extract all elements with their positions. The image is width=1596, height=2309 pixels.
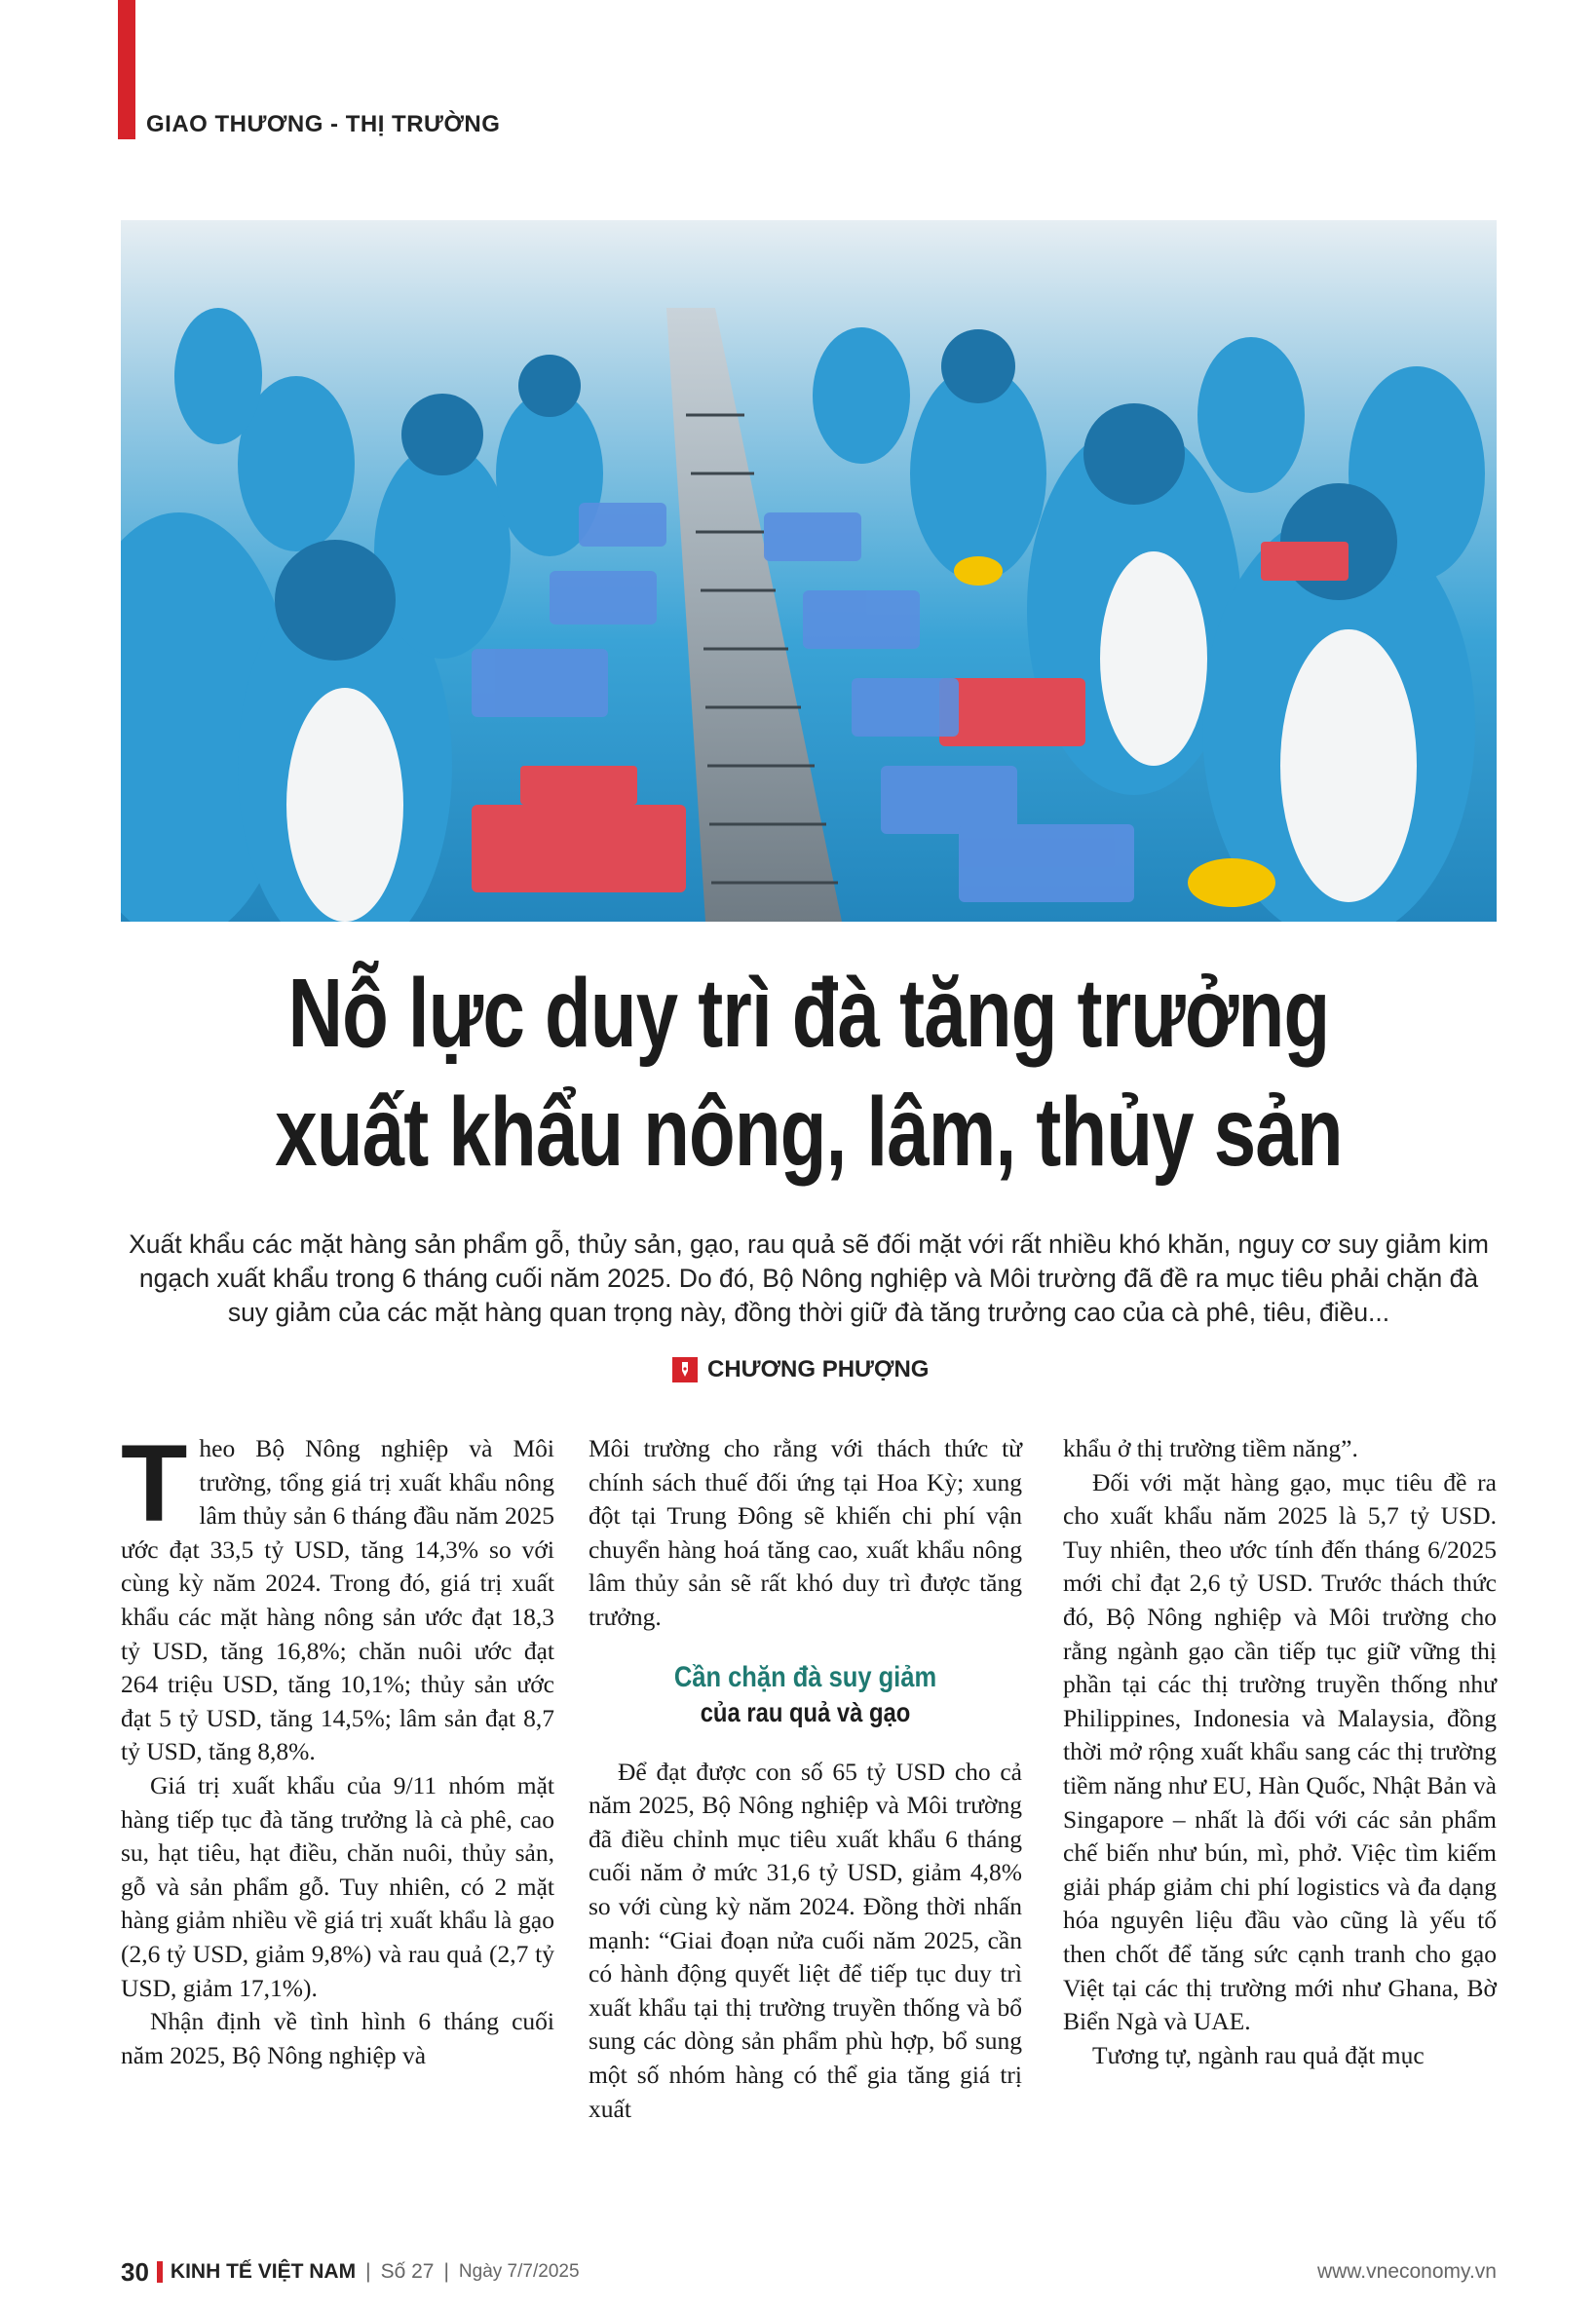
pen-icon xyxy=(672,1357,698,1382)
lead-paragraph: Xuất khẩu các mặt hàng sản phẩm gỗ, thủy sản, gạo, rau quả sẽ đối mặt với rất nhiều khó khăn, nguy cơ suy giảm kim ngạch xuất khẩu trong 6 tháng cuối năm 2025. Do đó, Bộ Nông nghiệp và Môi trường đã đề ra mục tiêu phải chặn đà suy giảm của các mặt hàng quan trọng này, đồng thời giữ đà tăng trưởng cao của cà phê, tiêu, điều... xyxy=(129,1230,1489,1327)
paragraph-3-continued: Môi trường cho rằng với thách thức từ chính sách thuế đối ứng tại Hoa Kỳ; xung đột tại Trung Đông sẽ khiến chi phí vận chuyển hàng hoá tăng cao, xuất khẩu nông lâm thủy sản sẽ rất khó duy trì được tăng trưởng. xyxy=(589,1434,1022,1631)
headline-line-1: Nỗ lực duy trì đà tăng trưởng xyxy=(287,959,1330,1068)
author-name: CHƯƠNG PHƯỢNG xyxy=(707,1356,930,1382)
paragraph-4: Để đạt được con số 65 tỷ USD cho cả năm 2025, Bộ Nông nghiệp và Môi trường đã điều chỉnh mục tiêu xuất khẩu 6 tháng cuối năm ở mức 31,6 tỷ USD, giảm 4,8% so với cùng kỳ năm 2024. Đồng thời nhấn mạnh: “Giai đoạn nửa cuối năm 2025, cần có hành động quyết liệt để tiếp tục duy trì xuất khẩu tại thị trường truyền thống và bổ sung các dòng sản phẩm phù hợp, bổ sung một số nhóm hàng có thể gia tăng giá trị xuất xyxy=(589,1757,1022,2123)
footer-separator: | xyxy=(365,2260,371,2283)
paragraph-5: Đối với mặt hàng gạo, mục tiêu đề ra cho xuất khẩu năm 2025 là 5,7 tỷ USD. Tuy nhiên, theo ước tính đến tháng 6/2025 mới chỉ đạt 2,6 tỷ USD. Trước thách thức đó, Bộ Nông nghiệp và Môi trường cho rằng ngành gạo cần tiếp tục giữ vững thị phần tại các thị trường truyền thống như Philippines, Indonesia và Malaysia, đồng thời mở rộng xuất khẩu sang các thị trường tiềm năng như EU, Hàn Quốc, Nhật Bản và Singapore – nhất là đối với các sản phẩm chế biến như bún, mì, phở. Việc tìm kiếm giải pháp giảm chi phí logistics và đa dạng hóa nguyên liệu đầu vào cũng là yếu tố then chốt để tăng sức cạnh tranh cho gạo Việt tại các thị trường mới như Ghana, Bờ Biển Ngà và UAE. xyxy=(1063,1467,1497,2036)
website-link[interactable]: www.vneconomy.vn xyxy=(1316,2260,1497,2283)
article-column-1 xyxy=(121,1422,554,2072)
issue-date: Ngày 7/7/2025 xyxy=(458,2261,580,2282)
subheading-line-2: của rau quả và gạo xyxy=(700,1696,911,1727)
subheading xyxy=(589,1660,1022,1730)
article-column-3 xyxy=(1063,1432,1497,2072)
magazine-name: KINH TẾ VIỆT NAM xyxy=(170,2260,357,2283)
section-label: GIAO THƯƠNG - THỊ TRƯỜNG xyxy=(146,111,501,137)
seafood-processing-factory-photo xyxy=(121,220,1497,922)
footer-red-marker xyxy=(157,2261,163,2283)
dropcap: T xyxy=(121,1422,188,1544)
section-marker-bar xyxy=(118,0,135,139)
article-column-2 xyxy=(589,1432,1022,2126)
paragraph-3: Nhận định về tình hình 6 tháng cuối năm 2025, Bộ Nông nghiệp và xyxy=(121,2007,554,2069)
paragraph-2: Giá trị xuất khẩu của 9/11 nhóm mặt hàng tiếp tục đà tăng trưởng là cà phê, cao su, hạt tiêu, hạt điều, chăn nuôi, thủy sản, gỗ và sản phẩm gỗ. Tuy nhiên, có 2 mặt hàng giảm nhiều về giá trị xuất khẩu là gạo (2,6 tỷ USD, giảm 9,8%) và rau quả (2,7 tỷ USD, giảm 17,1%). xyxy=(121,1770,554,2002)
headline-line-2: xuất khẩu nông, lâm, thủy sản xyxy=(275,1078,1343,1187)
subheading-line-1: Cần chặn đà suy giảm xyxy=(673,1660,937,1693)
issue-number: Số 27 xyxy=(380,2260,435,2283)
paragraph-6: Tương tự, ngành rau quả đặt mục xyxy=(1092,2040,1425,2069)
byline xyxy=(672,1356,929,1383)
page-footer xyxy=(121,2256,1497,2288)
page-number: 30 xyxy=(121,2256,149,2287)
paragraph-4-continued: khẩu ở thị trường tiềm năng”. xyxy=(1063,1434,1358,1462)
paragraph-1: Theo Bộ Nông nghiệp và Môi trường, tổng giá trị xuất khẩu nông lâm thủy sản 6 tháng đầu năm 2025 ước đạt 33,5 tỷ USD, tăng 14,3% so với cùng kỳ năm 2024. Trong đó, giá trị xuất khẩu các mặt hàng nông sản ước đạt 18,3 tỷ USD, tăng 16,8%; chăn nuôi ước đạt 264 triệu USD, tăng 10,1%; thủy sản ước đạt 5 tỷ USD, tăng 14,5%; lâm sản đạt 8,7 tỷ USD, tăng 8,8%. xyxy=(121,1422,554,1766)
footer-separator: | xyxy=(443,2260,449,2283)
